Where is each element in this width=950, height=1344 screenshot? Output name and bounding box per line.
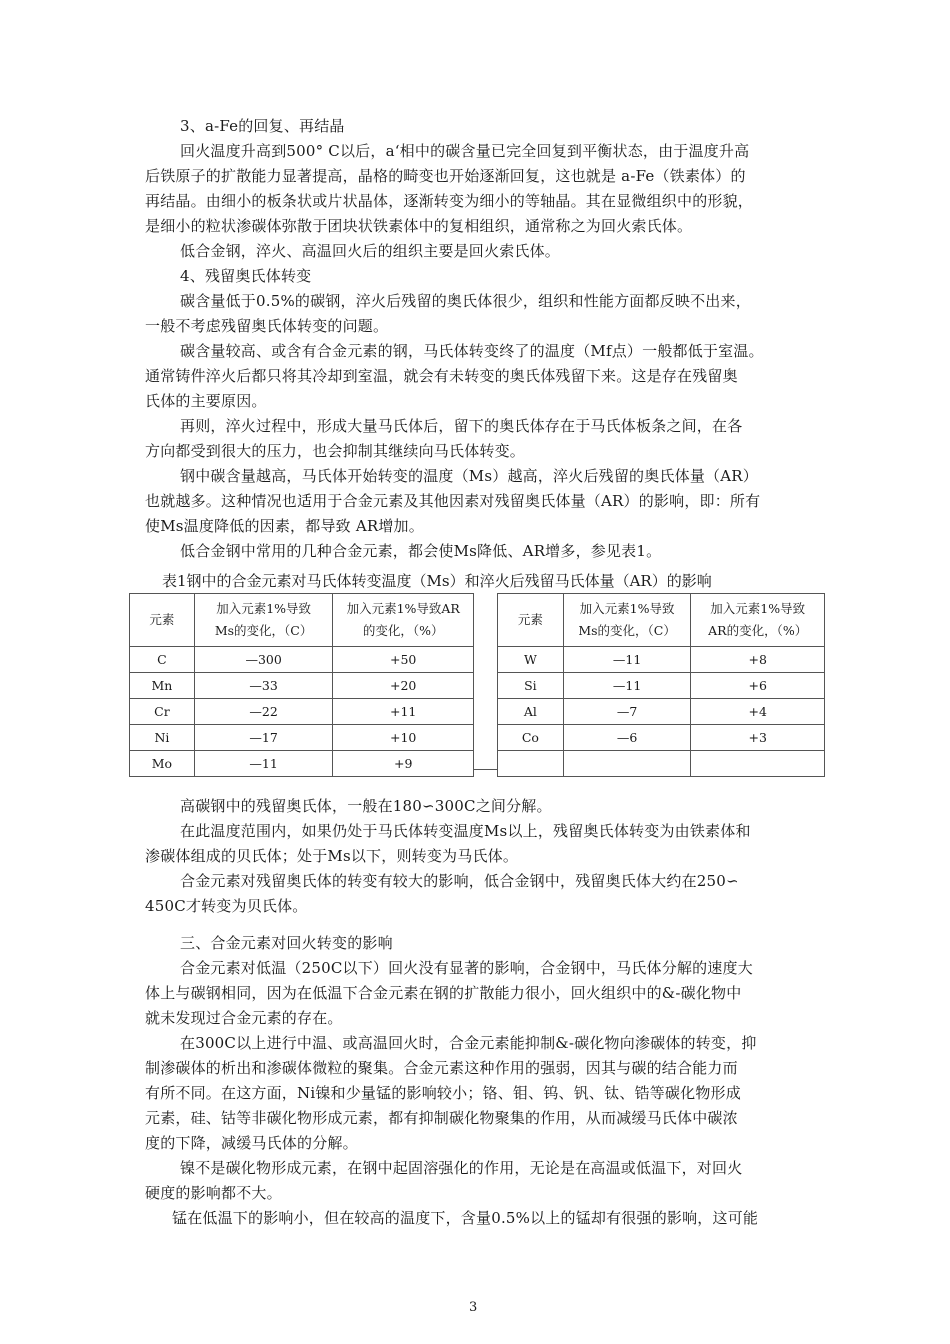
cell-ar: +50 — [333, 647, 474, 673]
cell-element: Cr — [130, 699, 195, 725]
paragraph-line: 高碳钢中的残留奥氏体，一般在180∽300C之间分解。 — [180, 797, 552, 815]
header-ms-change: 加入元素1%导致 Ms的变化，（C） — [194, 594, 333, 647]
paragraph-line: 低合金钢中常用的几种合金元素，都会使Ms降低、AR增多，参见表1。 — [180, 542, 662, 560]
cell-empty — [498, 751, 564, 777]
paragraph-line: 就未发现过合金元素的存在。 — [145, 1009, 343, 1027]
paragraph-line: 锰在低温下的影响小，但在较高的温度下，含量0.5%以上的锰却有很强的影响，这可能 — [172, 1209, 759, 1227]
cell-ms: —7 — [563, 699, 691, 725]
paragraph-line: 合金元素对残留奥氏体的转变有较大的影响，低合金钢中，残留奥氏体大约在250∽ — [180, 872, 739, 890]
cell-ar: +20 — [333, 673, 474, 699]
table-row — [130, 647, 474, 673]
cell-empty — [691, 751, 825, 777]
paragraph-line: 是细小的粒状渗碳体弥散于团块状铁素体中的复相组织，通常称之为回火索氏体。 — [145, 217, 693, 235]
paragraph-line: 碳含量低于0.5%的碳钢，淬火后残留的奥氏体很少，组织和性能方面都反映不出来， — [180, 292, 751, 310]
cell-element: Mo — [130, 751, 195, 777]
cell-ar: +4 — [691, 699, 825, 725]
table-row — [130, 725, 474, 751]
cell-ms: —11 — [194, 751, 333, 777]
cell-element: Ni — [130, 725, 195, 751]
section-heading: 4、残留奥氏体转变 — [180, 267, 312, 285]
cell-ar: +3 — [691, 725, 825, 751]
paragraph-line: 后铁原子的扩散能力显著提高，晶格的畸变也开始逐渐回复，这也就是 a-Fe（铁素体）的 — [145, 167, 746, 185]
header-ar-change: 加入元素1%导致AR 的变化，（%） — [333, 594, 474, 647]
paragraph-line: 在300C以上进行中温、或高温回火时，合金元素能抑制&-碳化物向渗碳体的转变，抑 — [180, 1034, 757, 1052]
table-row-empty — [498, 751, 825, 777]
header-ms-change: 加入元素1%导致 Ms的变化，（C） — [563, 594, 691, 647]
cell-ms: —33 — [194, 673, 333, 699]
cell-ms: —17 — [194, 725, 333, 751]
paragraph-line: 制渗碳体的析出和渗碳体微粒的聚集。合金元素这种作用的强弱，因其与碳的结合能力而 — [145, 1059, 738, 1077]
paragraph-line: 再结晶。由细小的板条状或片状晶体，逐渐转变为细小的等轴晶。其在显微组织中的形貌， — [145, 192, 754, 210]
paragraph-line: 镍不是碳化物形成元素，在钢中起固溶强化的作用，无论是在高温或低温下，对回火 — [180, 1159, 743, 1177]
paragraph-line: 也就越多。这种情况也适用于合金元素及其他因素对残留奥氏体量（AR）的影响，即：所有 — [145, 492, 761, 510]
paragraph-line: 使Ms温度降低的因素，都导致 AR增加。 — [145, 517, 424, 535]
cell-empty — [563, 751, 691, 777]
header-element: 元素 — [498, 594, 564, 647]
table-caption: 表1钢中的合金元素对马氏体转变温度（Ms）和淬火后残留马氏体量（AR）的影响 — [162, 572, 712, 590]
table-row — [130, 673, 474, 699]
paragraph-line: 氏体的主要原因。 — [145, 392, 267, 410]
cell-ar: +6 — [691, 673, 825, 699]
header-element: 元素 — [130, 594, 195, 647]
cell-element: Al — [498, 699, 564, 725]
paragraph-line: 钢中碳含量越高，马氏体开始转变的温度（Ms）越高，淬火后残留的奥氏体量（AR） — [180, 467, 758, 485]
cell-ms: —300 — [194, 647, 333, 673]
cell-element: Co — [498, 725, 564, 751]
paragraph-line: 碳含量较高、或含有合金元素的钢，马氏体转变终了的温度（Mf点）一般都低于室温。 — [180, 342, 764, 360]
paragraph-line: 硬度的影响都不大。 — [145, 1184, 282, 1202]
table-bottom-border — [474, 769, 497, 770]
paragraph-line: 一般不考虑残留奥氏体转变的问题。 — [145, 317, 389, 335]
cell-element: Si — [498, 673, 564, 699]
table-row — [498, 647, 825, 673]
section-heading: 三、合金元素对回火转变的影响 — [180, 934, 393, 952]
table-row — [498, 725, 825, 751]
paragraph-line: 方向都受到很大的压力，也会抑制其继续向马氏体转变。 — [145, 442, 526, 460]
alloy-table-right — [497, 593, 825, 777]
paragraph-line: 有所不同。在这方面，Ni镍和少量锰的影响较小；铬、钼、钨、钒、钛、锆等碳化物形成 — [145, 1084, 741, 1102]
section-heading: 3、a-Fe的回复、再结晶 — [180, 117, 345, 135]
paragraph-line: 回火温度升高到500° C以后，a‘相中的碳含量已完全回复到平衡状态，由于温度升高 — [180, 142, 750, 160]
cell-ar: +10 — [333, 725, 474, 751]
cell-ms: —6 — [563, 725, 691, 751]
cell-element: W — [498, 647, 564, 673]
cell-element: C — [130, 647, 195, 673]
paragraph-line: 元素，硅、钴等非碳化物形成元素，都有抑制碳化物聚集的作用，从而减缓马氏体中碳浓 — [145, 1109, 738, 1127]
paragraph-line: 渗碳体组成的贝氏体；处于Ms以下，则转变为马氏体。 — [145, 847, 519, 865]
paragraph-line: 合金元素对低温（250C以下）回火没有显著的影响，合金钢中，马氏体分解的速度大 — [180, 959, 753, 977]
header-ar-change: 加入元素1%导致 AR的变化，（%） — [691, 594, 825, 647]
paragraph-line: 度的下降，减缓马氏体的分解。 — [145, 1134, 358, 1152]
table-row — [498, 673, 825, 699]
table-row — [498, 699, 825, 725]
paragraph-line: 体上与碳钢相同，因为在低温下合金元素在钢的扩散能力很小，回火组织中的&-碳化物中 — [145, 984, 742, 1002]
cell-ar: +9 — [333, 751, 474, 777]
cell-element: Mn — [130, 673, 195, 699]
table-row — [130, 699, 474, 725]
paragraph-line: 再则，淬火过程中，形成大量马氏体后，留下的奥氏体存在于马氏体板条之间，在各 — [180, 417, 743, 435]
cell-ar: +11 — [333, 699, 474, 725]
paragraph-line: 低合金钢，淬火、高温回火后的组织主要是回火索氏体。 — [180, 242, 561, 260]
table-header-row — [130, 594, 474, 647]
cell-ms: —11 — [563, 647, 691, 673]
table-row — [130, 751, 474, 777]
paragraph-line: 通常铸件淬火后都只将其冷却到室温，就会有未转变的奥氏体残留下来。这是存在残留奥 — [145, 367, 738, 385]
cell-ms: —11 — [563, 673, 691, 699]
cell-ms: —22 — [194, 699, 333, 725]
page-number: 3 — [469, 1300, 478, 1315]
alloy-table-left — [129, 593, 474, 777]
paragraph-line: 在此温度范围内，如果仍处于马氏体转变温度Ms以上，残留奥氏体转变为由铁素体和 — [180, 822, 751, 840]
cell-ar: +8 — [691, 647, 825, 673]
paragraph-line: 450C才转变为贝氏体。 — [145, 897, 308, 915]
table-header-row — [498, 594, 825, 647]
